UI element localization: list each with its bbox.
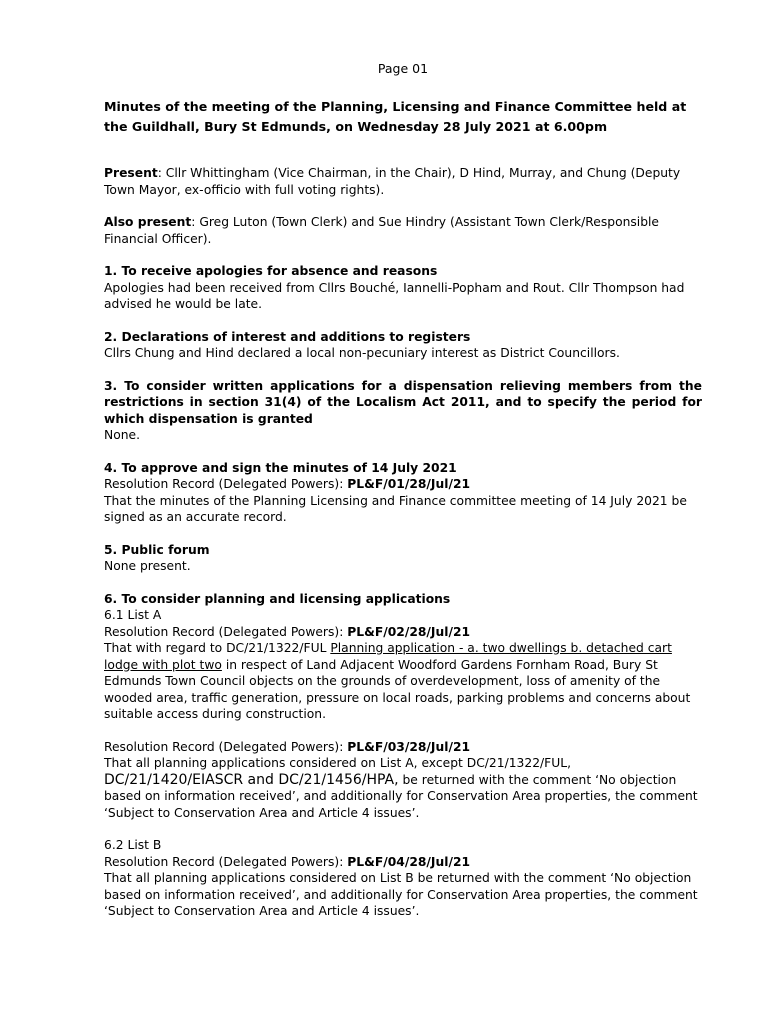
minutes-body xyxy=(104,97,702,920)
resolution-label: Resolution Record (Delegated Powers): xyxy=(104,854,348,869)
list-a-resolution-1-body xyxy=(104,640,702,723)
section-6-heading: 6. To consider planning and licensing applications xyxy=(104,591,451,606)
section-4-body: That the minutes of the Planning Licensing and Finance committee meeting of 14 July 2021 be signed as an accurate record. xyxy=(104,493,687,524)
section-3 xyxy=(104,378,702,444)
also-present-label: Also present xyxy=(104,215,192,229)
list-b-body: That all planning applications considered on List B be returned with the comment ‘No objection based on information received’, and additionally for Conservation Area properties, the comment ‘Subject to Conservation Area and Article 4 issues’. xyxy=(104,871,698,918)
section-5-heading: 5. Public forum xyxy=(104,542,210,557)
resolution-label: Resolution Record (Delegated Powers): xyxy=(104,477,348,491)
section-4 xyxy=(104,460,702,526)
resolution-label: Resolution Record (Delegated Powers): xyxy=(104,739,348,754)
resolution-label: Resolution Record (Delegated Powers): xyxy=(104,624,348,639)
r2-application-refs: DC/21/1420/EIASCR and DC/21/1456/HPA, xyxy=(104,771,399,788)
section-2-heading: 2. Declarations of interest and additions to registers xyxy=(104,329,471,344)
section-6 xyxy=(104,591,702,920)
document-title: Minutes of the meeting of the Planning, Licensing and Finance Committee held at the Guildhall, Bury St Edmunds, on Wednesday 28 July 2021 at 6.00pm xyxy=(104,99,687,134)
planning-application-link[interactable]: Planning application - a. two dwellings b. detached cart lodge with plot two xyxy=(104,641,672,672)
list-a-resolution-2 xyxy=(104,739,702,756)
resolution-ref: PL&F/02/28/Jul/21 xyxy=(347,624,471,639)
present-label: Present xyxy=(104,166,158,180)
also-present-text: : Greg Luton (Town Clerk) and Sue Hindry (Assistant Town Clerk/Responsible Financial Officer). xyxy=(104,215,659,246)
resolution-ref: PL&F/03/28/Jul/21 xyxy=(347,739,471,754)
section-3-heading: 3. To consider written applications for a dispensation relieving members from the restrictions in section 31(4) of the Localism Act 2011, and to specify the period for which dispensation is granted xyxy=(104,378,702,426)
section-1-heading: 1. To receive apologies for absence and reasons xyxy=(104,264,438,278)
section-4-resolution xyxy=(104,476,702,493)
also-present-paragraph xyxy=(104,214,702,247)
list-b-resolution xyxy=(104,854,702,871)
present-paragraph xyxy=(104,165,702,198)
section-4-heading: 4. To approve and sign the minutes of 14 July 2021 xyxy=(104,460,457,475)
section-5-body: None present. xyxy=(104,559,191,573)
r2-pre-text: That all planning applications considered on List A, except DC/21/1322/FUL, xyxy=(104,756,571,770)
section-2-body: Cllrs Chung and Hind declared a local non-pecuniary interest as District Councillors. xyxy=(104,346,620,360)
resolution-ref: PL&F/01/28/Jul/21 xyxy=(347,477,471,491)
list-b-label: 6.2 List B xyxy=(104,838,162,852)
r2-post-text: be returned with the comment ‘No objection based on information received’, and additionally for Conservation Area properties, the comment ‘Subject to Conservation Area and Article 4 issues’. xyxy=(104,772,698,820)
section-3-body: None. xyxy=(104,428,140,442)
r1-post-text: in respect of Land Adjacent Woodford Gardens Fornham Road, Bury St Edmunds Town Council objects on the grounds of overdevelopment, loss of amenity of the wooded area, traffic generation, pressure on local roads, parking problems and concerns about suitable access during construction. xyxy=(104,657,691,721)
section-1-body: Apologies had been received from Cllrs Bouché, Iannelli-Popham and Rout. Cllr Thompson had advised he would be late. xyxy=(104,280,685,311)
r1-pre-text: That with regard to DC/21/1322/FUL xyxy=(104,641,331,655)
section-5 xyxy=(104,542,702,575)
resolution-ref: PL&F/04/28/Jul/21 xyxy=(347,854,471,869)
list-a-resolution-2-body xyxy=(104,755,702,821)
page-number: Page 01 xyxy=(377,61,429,76)
present-text: : Cllr Whittingham (Vice Chairman, in the Chair), D Hind, Murray, and Chung (Deputy Town Mayor, ex-officio with full voting rights). xyxy=(104,166,681,197)
section-2 xyxy=(104,329,702,362)
section-1 xyxy=(104,263,702,313)
list-a-resolution-1 xyxy=(104,624,702,641)
list-a-label: 6.1 List A xyxy=(104,608,162,622)
